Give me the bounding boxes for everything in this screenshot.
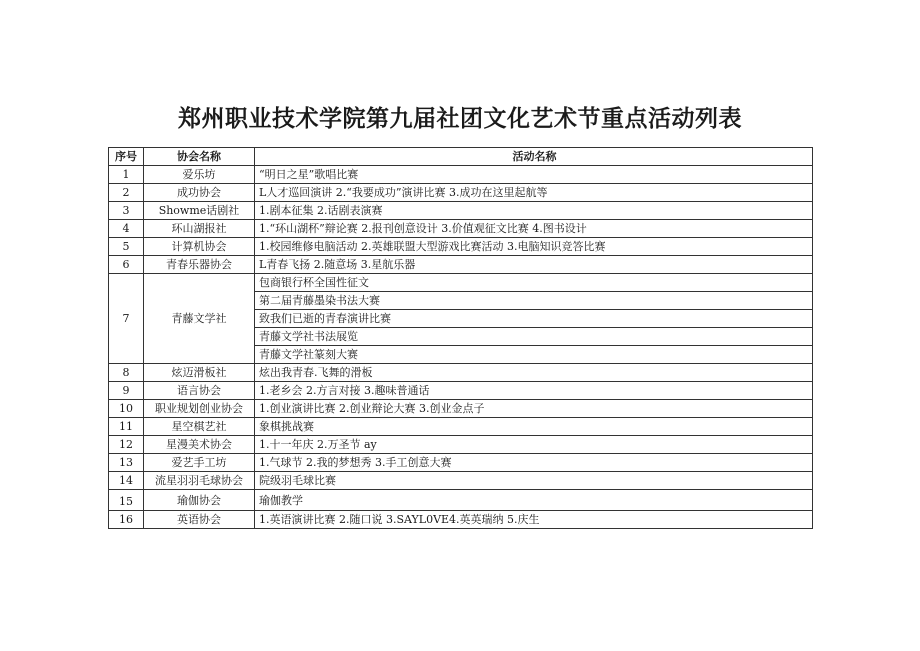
row-no: 12 xyxy=(109,436,144,454)
row-activity: L人才巡回演讲 2.“我要成功”演讲比赛 3.成功在这里起航等 xyxy=(255,184,813,202)
row-activity: L青春飞扬 2.随意场 3.星航乐器 xyxy=(255,256,813,274)
row-assoc: 炫迈滑板社 xyxy=(144,364,255,382)
row-assoc: 职业规划创业协会 xyxy=(144,400,255,418)
row-assoc: 爱艺手工坊 xyxy=(144,454,255,472)
row-activity: 1.气球节 2.我的梦想秀 3.手工创意大赛 xyxy=(255,454,813,472)
row-no: 9 xyxy=(109,382,144,400)
row-assoc: 计算机协会 xyxy=(144,238,255,256)
table-row xyxy=(109,511,813,529)
table-row xyxy=(109,220,813,238)
row-assoc: 星空棋艺社 xyxy=(144,418,255,436)
header-no: 序号 xyxy=(109,148,144,166)
row-no: 10 xyxy=(109,400,144,418)
row-activity: 1.十一年庆 2.万圣节 ay xyxy=(255,436,813,454)
row-activity: 瑜伽教学 xyxy=(255,490,813,511)
row-activity: 青藤文学社书法展览 xyxy=(255,328,813,346)
table-row xyxy=(109,436,813,454)
table-row xyxy=(109,490,813,511)
row-no: 13 xyxy=(109,454,144,472)
row-no: 3 xyxy=(109,202,144,220)
row-no: 16 xyxy=(109,511,144,529)
header-assoc: 协会名称 xyxy=(144,148,255,166)
row-activity: 炫出我青春.飞舞的滑板 xyxy=(255,364,813,382)
table-row xyxy=(109,454,813,472)
page-title: 郑州职业技术学院第九届社团文化艺术节重点活动列表 xyxy=(178,106,742,132)
row-assoc: 瑜伽协会 xyxy=(144,490,255,511)
activity-table xyxy=(108,147,813,529)
table-row xyxy=(109,166,813,184)
row-activity: “明日之星”歌唱比赛 xyxy=(255,166,813,184)
table-row xyxy=(109,364,813,382)
row-assoc: 流星羽羽毛球协会 xyxy=(144,472,255,490)
row-activity: 致我们已逝的青春演讲比赛 xyxy=(255,310,813,328)
row-activity: 青藤文学社篆刻大赛 xyxy=(255,346,813,364)
row-no: 4 xyxy=(109,220,144,238)
row-no: 5 xyxy=(109,238,144,256)
row-assoc: 环山湖报社 xyxy=(144,220,255,238)
row-no: 14 xyxy=(109,472,144,490)
row-assoc: Showme话剧社 xyxy=(144,202,255,220)
row-activity: 1.老乡会 2.方言对接 3.趣味普通话 xyxy=(255,382,813,400)
table-row xyxy=(109,274,813,292)
row-activity: 1.校园维修电脑活动 2.英雄联盟大型游戏比赛活动 3.电脑知识竞答比赛 xyxy=(255,238,813,256)
row-activity: 包商银行杯全国性征文 xyxy=(255,274,813,292)
row-activity: 1.剧本征集 2.话剧表演赛 xyxy=(255,202,813,220)
table-row xyxy=(109,202,813,220)
row-assoc: 星漫美术协会 xyxy=(144,436,255,454)
table-row xyxy=(109,472,813,490)
row-activity: 1.英语演讲比赛 2.随口说 3.SAYL0VE4.英英瑞纳 5.庆生 xyxy=(255,511,813,529)
row-activity: 1.创业演讲比赛 2.创业辩论大赛 3.创业金点子 xyxy=(255,400,813,418)
row-activity: 1.“环山湖杯”辩论赛 2.报刊创意设计 3.价值观征文比赛 4.图书设计 xyxy=(255,220,813,238)
header-activity: 活动名称 xyxy=(255,148,813,166)
row-no: 8 xyxy=(109,364,144,382)
row-assoc: 语言协会 xyxy=(144,382,255,400)
row-no: 1 xyxy=(109,166,144,184)
row-assoc: 青藤文学社 xyxy=(144,274,255,364)
row-no: 7 xyxy=(109,274,144,364)
row-activity: 第二届青藤墨染书法大赛 xyxy=(255,292,813,310)
table-row xyxy=(109,238,813,256)
row-no: 2 xyxy=(109,184,144,202)
row-assoc: 青春乐器协会 xyxy=(144,256,255,274)
row-assoc: 爱乐坊 xyxy=(144,166,255,184)
table-header-row xyxy=(109,148,813,166)
row-no: 11 xyxy=(109,418,144,436)
table-row xyxy=(109,256,813,274)
row-assoc: 成功协会 xyxy=(144,184,255,202)
table-row xyxy=(109,382,813,400)
table-row xyxy=(109,418,813,436)
table-row xyxy=(109,400,813,418)
row-activity: 象棋挑战赛 xyxy=(255,418,813,436)
row-activity: 院级羽毛球比赛 xyxy=(255,472,813,490)
row-assoc: 英语协会 xyxy=(144,511,255,529)
row-no: 15 xyxy=(109,490,144,511)
row-no: 6 xyxy=(109,256,144,274)
table-row xyxy=(109,184,813,202)
